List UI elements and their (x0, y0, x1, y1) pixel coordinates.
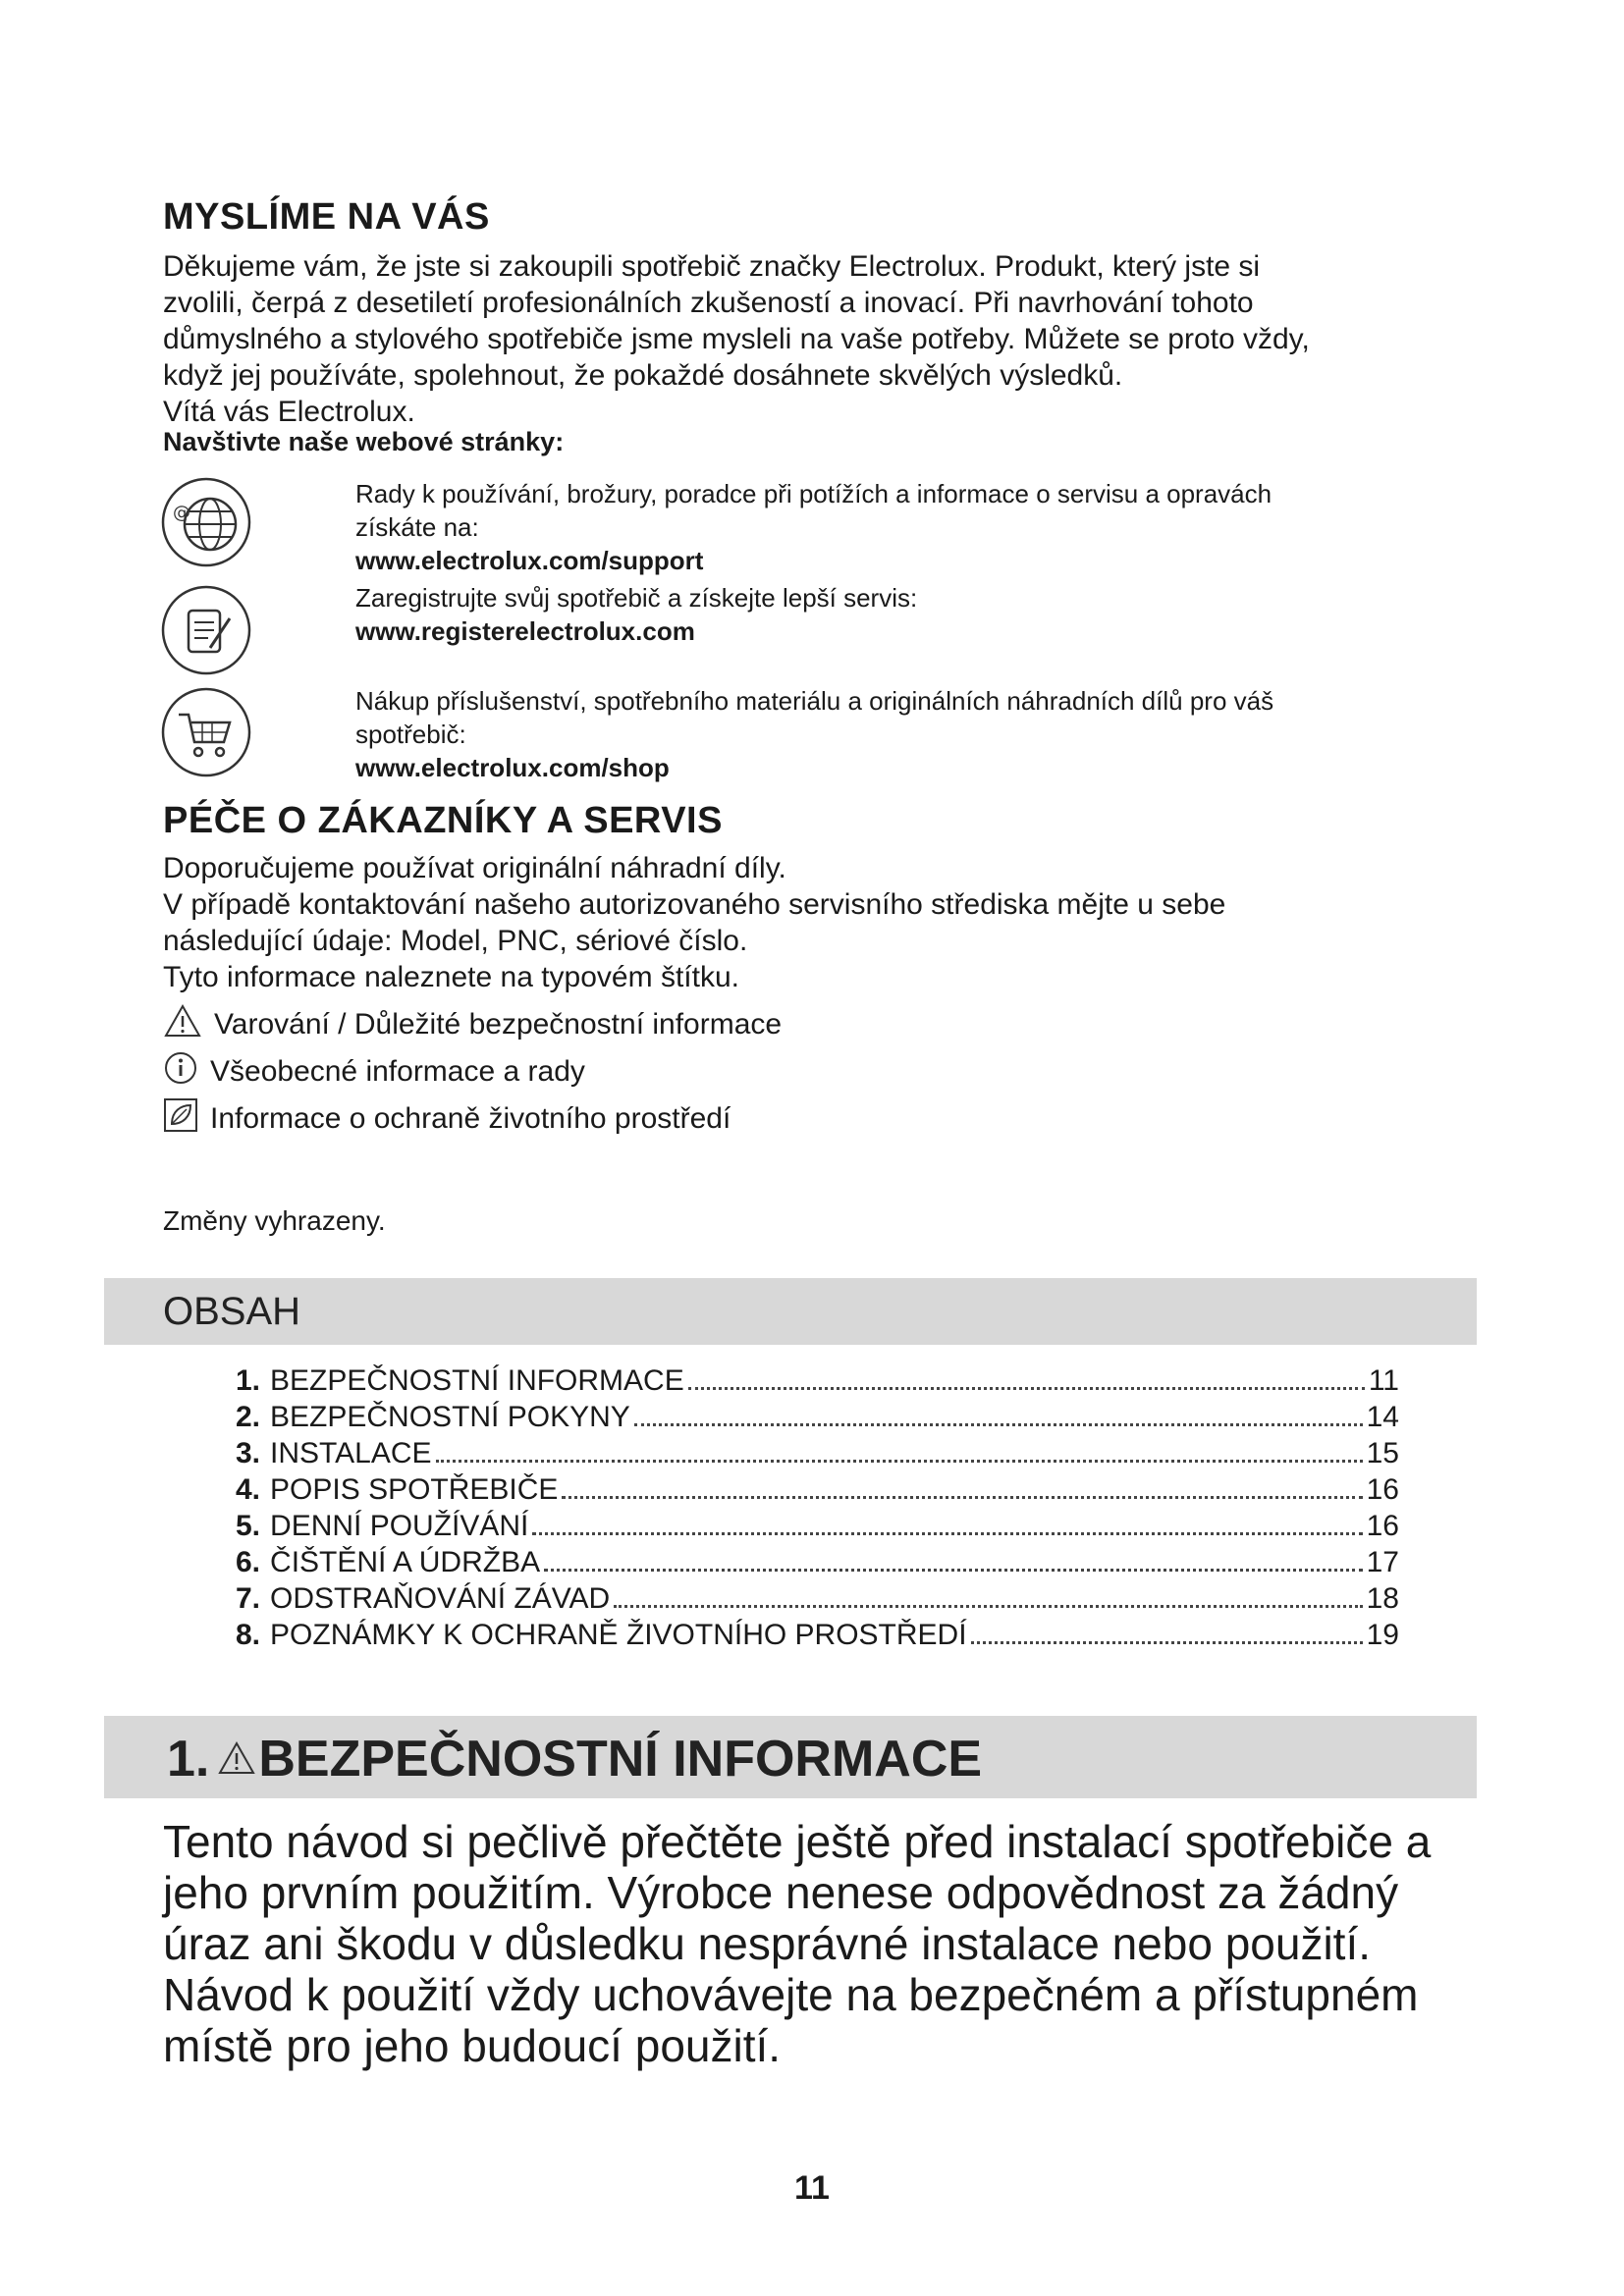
section-intro-paragraph: Tento návod si pečlivě přečtěte ještě před instalací spotřebiče a jeho prvním použitím. Výrobce nenese odpovědnost za žádný úraz ani škodu v důsledku nesprávné instalace nebo použití. Návod k použití vždy uchovávejte na bezpečném a přístupném místě pro jeho budoucí použití. (163, 1816, 1432, 2071)
toc-item[interactable] (236, 1437, 1399, 1473)
toc-item-label: ČIŠTĚNÍ A ÚDRŽBA (270, 1546, 541, 1578)
legend-item-info (163, 1048, 782, 1095)
toc-leader-dots (971, 1641, 1363, 1644)
toc-item-number: 5. (236, 1510, 261, 1542)
symbol-legend (163, 1001, 782, 1143)
warning-icon (163, 1003, 214, 1046)
toc-item-label: POPIS SPOTŘEBIČE (270, 1473, 559, 1506)
toc-item-page: 14 (1366, 1401, 1399, 1433)
toc-item-number: 2. (236, 1401, 261, 1433)
register-icon (159, 583, 253, 677)
intro-line: Děkujeme vám, že jste si zakoupili spotřebič značky Electrolux. Produkt, který jste si (163, 250, 1261, 283)
shop-link[interactable]: www.electrolux.com/shop (355, 753, 670, 782)
legend-label: Varování / Důležité bezpečnostní informace (214, 1008, 783, 1041)
support-info (355, 477, 1485, 577)
support-text: získáte na: (355, 512, 479, 542)
toc-item-number: 4. (236, 1473, 261, 1506)
intro-line: zvolili, čerpá z desetiletí profesionálních zkušeností a inovací. Při navrhování tohoto (163, 287, 1254, 319)
toc-item-label: BEZPEČNOSTNÍ INFORMACE (270, 1364, 684, 1397)
shop-info (355, 684, 1485, 784)
support-link[interactable]: www.electrolux.com/support (355, 546, 704, 575)
intro-line: Vítá vás Electrolux. (163, 396, 415, 428)
cart-icon (159, 685, 253, 779)
toc-item-page: 19 (1366, 1619, 1399, 1651)
toc-item-label: ODSTRAŇOVÁNÍ ZÁVAD (270, 1582, 611, 1615)
toc-item-page: 15 (1366, 1437, 1399, 1469)
leaf-icon (163, 1097, 210, 1141)
toc-item[interactable] (236, 1619, 1399, 1655)
toc-item[interactable] (236, 1401, 1399, 1437)
register-text: Zaregistrujte svůj spotřebič a získejte lepší servis: (355, 583, 918, 613)
heading-mysli-me-na-vas: MYSLÍME NA VÁS (163, 196, 490, 238)
toc-leader-dots (562, 1496, 1362, 1499)
intro-line: když jej používáte, spolehnout, že pokaždé dosáhnete skvělých výsledků. (163, 359, 1123, 392)
table-of-contents (236, 1364, 1399, 1655)
section-header-bar (104, 1716, 1477, 1798)
care-line: V případě kontaktování našeho autorizovaného servisního střediska mějte u sebe (163, 888, 1226, 921)
toc-item-page: 16 (1366, 1473, 1399, 1506)
section-number: 1. (167, 1731, 210, 1788)
heading-customer-care: PÉČE O ZÁKAZNÍKY A SERVIS (163, 800, 723, 841)
toc-item-label: BEZPEČNOSTNÍ POKYNY (270, 1401, 630, 1433)
toc-item-page: 16 (1366, 1510, 1399, 1542)
toc-item-page: 11 (1368, 1364, 1399, 1397)
care-line: Tyto informace naleznete na typovém štítku. (163, 961, 739, 993)
toc-item-page: 17 (1366, 1546, 1399, 1578)
toc-leader-dots (688, 1387, 1365, 1390)
support-text: Rady k používání, brožury, poradce při potížích a informace o servisu a opravách (355, 479, 1272, 508)
section-title (167, 1730, 982, 1789)
visit-website-heading: Navštivte naše webové stránky: (163, 427, 565, 456)
toc-item-page: 18 (1366, 1582, 1399, 1615)
care-paragraph (163, 850, 1479, 995)
toc-leader-dots (436, 1460, 1363, 1463)
toc-item[interactable] (236, 1582, 1399, 1619)
toc-item-number: 8. (236, 1619, 261, 1651)
shop-text: spotřebič: (355, 720, 466, 749)
toc-title: OBSAH (163, 1290, 301, 1333)
section-title-text: BEZPEČNOSTNÍ INFORMACE (258, 1731, 983, 1788)
changes-note: Změny vyhrazeny. (163, 1205, 386, 1236)
shop-text: Nákup příslušenství, spotřebního materiálu a originálních náhradních dílů pro váš (355, 686, 1274, 716)
warning-icon (209, 1730, 258, 1789)
legend-label: Informace o ochraně životního prostředí (210, 1102, 731, 1135)
toc-item-label: POZNÁMKY K OCHRANĚ ŽIVOTNÍHO PROSTŘEDÍ (270, 1619, 967, 1651)
intro-paragraph (163, 248, 1479, 430)
register-link[interactable]: www.registerelectrolux.com (355, 616, 695, 646)
toc-leader-dots (544, 1569, 1363, 1572)
toc-item[interactable] (236, 1364, 1399, 1401)
page-number: 11 (794, 2169, 830, 2207)
toc-header-bar (104, 1278, 1477, 1345)
legend-item-warning (163, 1001, 782, 1048)
globe-icon (159, 475, 253, 569)
toc-item[interactable] (236, 1546, 1399, 1582)
legend-label: Všeobecné informace a rady (210, 1055, 585, 1088)
care-line: Doporučujeme používat originální náhradní díly. (163, 852, 786, 884)
toc-item-label: INSTALACE (270, 1437, 432, 1469)
toc-item[interactable] (236, 1510, 1399, 1546)
intro-line: důmyslného a stylového spotřebiče jsme mysleli na vaše potřeby. Můžete se proto vždy, (163, 323, 1310, 355)
toc-item-number: 3. (236, 1437, 261, 1469)
legend-item-environment (163, 1095, 782, 1143)
info-icon (163, 1050, 210, 1094)
toc-item[interactable] (236, 1473, 1399, 1510)
toc-leader-dots (634, 1423, 1363, 1426)
toc-leader-dots (614, 1605, 1362, 1608)
toc-item-label: DENNÍ POUŽÍVÁNÍ (270, 1510, 529, 1542)
care-line: následující údaje: Model, PNC, sériové číslo. (163, 925, 748, 957)
toc-leader-dots (532, 1532, 1362, 1535)
svg-text:@: @ (173, 503, 190, 523)
register-info (355, 581, 1485, 648)
toc-item-number: 1. (236, 1364, 261, 1397)
toc-item-number: 6. (236, 1546, 261, 1578)
toc-item-number: 7. (236, 1582, 261, 1615)
